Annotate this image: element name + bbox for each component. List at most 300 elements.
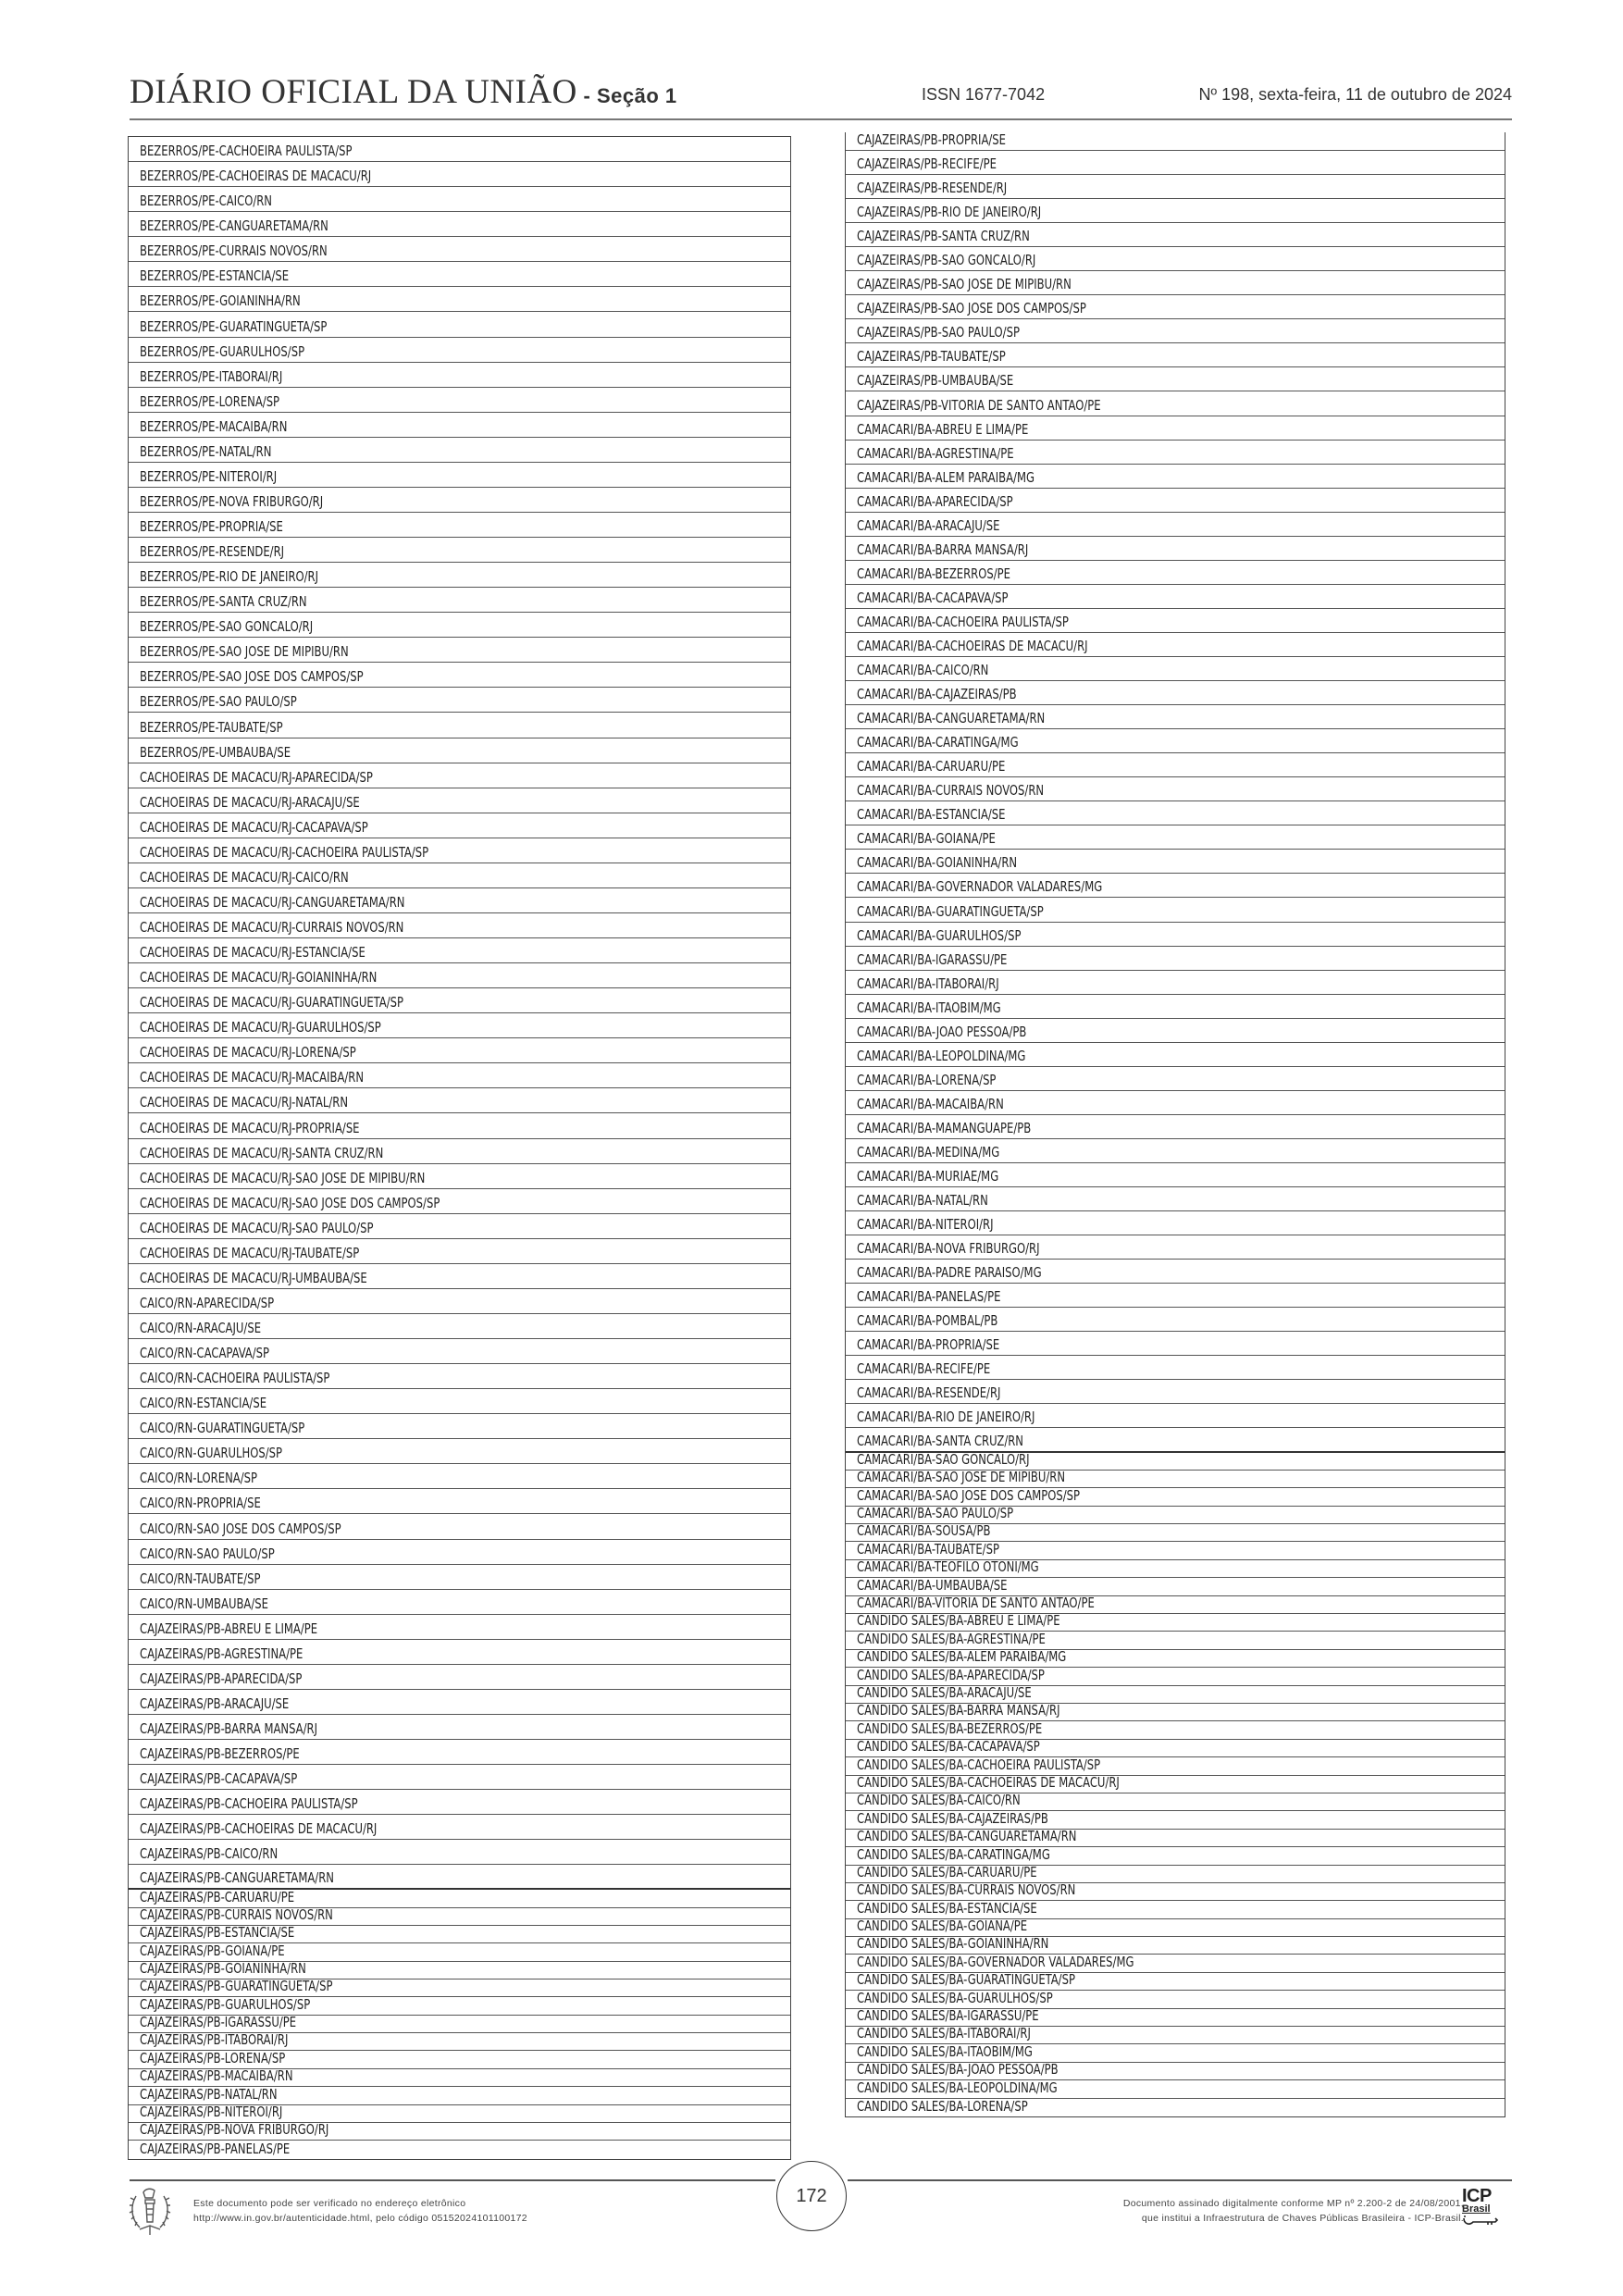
route-text: BEZERROS/PE-UMBAUBA/SE: [140, 743, 291, 761]
table-row: [846, 2080, 1505, 2098]
route-text: CAMACARI/BA-GOVERNADOR VALADARES/MG: [857, 878, 1103, 896]
table-row: [846, 199, 1505, 223]
route-text: CANDIDO SALES/BA-CURRAIS NOVOS/RN: [857, 1882, 1076, 1899]
route-text: BEZERROS/PE-GUARULHOS/SP: [140, 342, 305, 360]
table-row: [846, 1776, 1505, 1793]
table-row: [846, 1991, 1505, 2008]
table-row: [846, 1811, 1505, 1829]
route-text: CANDIDO SALES/BA-GOIANA/PE: [857, 1918, 1028, 1935]
table-row: [846, 416, 1505, 441]
route-text: CACHOEIRAS DE MACACU/RJ-CAICO/RN: [140, 868, 349, 886]
table-row: [846, 537, 1505, 561]
table-row: [129, 588, 790, 613]
route-text: CAMACARI/BA-CURRAIS NOVOS/RN: [857, 782, 1045, 800]
route-text: CAMACARI/BA-GOIANA/PE: [857, 830, 996, 848]
table-row: [846, 1308, 1505, 1332]
table-row: [846, 1866, 1505, 1883]
route-text: CAMACARI/BA-MAMANGUAPE/PB: [857, 1119, 1032, 1136]
table-row: [846, 923, 1505, 947]
table-row: [129, 1489, 790, 1514]
route-text: CAMACARI/BA-CACHOEIRAS DE MACACU/RJ: [857, 637, 1088, 654]
route-text: CAJAZEIRAS/PB-CAICO/RN: [140, 1845, 279, 1863]
route-text: CAJAZEIRAS/PB-ITABORAI/RJ: [140, 2033, 289, 2049]
route-text: BEZERROS/PE-SANTA CRUZ/RN: [140, 593, 307, 611]
route-text: BEZERROS/PE-RESENDE/RJ: [140, 543, 285, 561]
section-label: - Seção 1: [576, 84, 677, 107]
route-text: CAJAZEIRAS/PB-SAO JOSE DOS CAMPOS/SP: [857, 300, 1086, 317]
table-row: [846, 1937, 1505, 1955]
route-text: CAMACARI/BA-SAO GONCALO/RJ: [857, 1452, 1030, 1468]
route-text: CAMACARI/BA-CAJAZEIRAS/PB: [857, 686, 1017, 703]
route-text: CAJAZEIRAS/PB-ABREU E LIMA/PE: [140, 1620, 318, 1637]
table-row: [129, 1962, 790, 1980]
table-row: [129, 488, 790, 513]
table-row: [129, 1565, 790, 1590]
route-text: CACHOEIRAS DE MACACU/RJ-SAO JOSE DE MIPIBU/RN: [140, 1169, 426, 1186]
table-row: [129, 1590, 790, 1615]
table-row: [846, 489, 1505, 513]
route-text: CAMACARI/BA-GUARULHOS/SP: [857, 926, 1022, 944]
table-row: [129, 938, 790, 963]
table-row: [129, 1514, 790, 1539]
digital-signature-notice: [1123, 2196, 1464, 2226]
table-row: [846, 1260, 1505, 1284]
route-text: CAJAZEIRAS/PB-GOIANA/PE: [140, 1943, 285, 1959]
route-text: CAJAZEIRAS/PB-CACHOEIRAS DE MACACU/RJ: [140, 1820, 378, 1838]
table-row: [129, 838, 790, 863]
verification-line-2: http://www.in.gov.br/autenticidade.html, pelo código 05152024101100172: [193, 2213, 527, 2224]
table-row: [846, 513, 1505, 537]
route-text: CAMACARI/BA-JOAO PESSOA/PB: [857, 1023, 1027, 1040]
table-row: [129, 137, 790, 162]
route-text: CAMACARI/BA-CACHOEIRA PAULISTA/SP: [857, 613, 1069, 630]
route-text: BEZERROS/PE-ITABORAI/RJ: [140, 367, 283, 385]
table-row: [129, 162, 790, 187]
route-text: CAJAZEIRAS/PB-RECIFE/PE: [857, 155, 997, 173]
table-row: [129, 1943, 790, 1961]
table-row: [129, 438, 790, 463]
route-text: CAICO/RN-PROPRIA/SE: [140, 1495, 261, 1512]
route-text: CACHOEIRAS DE MACACU/RJ-CACAPAVA/SP: [140, 818, 368, 836]
route-text: CAMACARI/BA-VITORIA DE SANTO ANTAO/PE: [857, 1595, 1095, 1612]
table-row: [129, 1439, 790, 1464]
table-row: [846, 2099, 1505, 2116]
route-text: CACHOEIRAS DE MACACU/RJ-GUARULHOS/SP: [140, 1019, 381, 1036]
route-text: CAJAZEIRAS/PB-PANELAS/PE: [140, 2141, 291, 2157]
table-row: [846, 1560, 1505, 1578]
route-text: CAMACARI/BA-ESTANCIA/SE: [857, 806, 1006, 824]
verification-notice: [193, 2196, 527, 2226]
table-row: [846, 441, 1505, 465]
route-text: CAJAZEIRAS/PB-GUARULHOS/SP: [140, 1997, 311, 2013]
route-text: CANDIDO SALES/BA-ITABORAI/RJ: [857, 2027, 1031, 2042]
republic-seal-icon: [127, 2185, 173, 2237]
table-row: [846, 1740, 1505, 1757]
table-row: [129, 1815, 790, 1840]
table-row: [846, 1919, 1505, 1937]
route-text: BEZERROS/PE-GUARATINGUETA/SP: [140, 317, 328, 335]
route-text: CAMACARI/BA-LORENA/SP: [857, 1071, 997, 1088]
table-row: [846, 1019, 1505, 1043]
route-text: BEZERROS/PE-SAO JOSE DE MIPIBU/RN: [140, 643, 349, 661]
route-text: CAJAZEIRAS/PB-SANTA CRUZ/RN: [857, 228, 1030, 245]
route-text: CANDIDO SALES/BA-BARRA MANSA/RJ: [857, 1704, 1060, 1719]
table-row: [129, 663, 790, 688]
route-text: CAICO/RN-CACHOEIRA PAULISTA/SP: [140, 1370, 330, 1387]
table-row: [846, 319, 1505, 343]
route-text: CANDIDO SALES/BA-GUARULHOS/SP: [857, 1991, 1053, 2006]
route-text: BEZERROS/PE-CURRAIS NOVOS/RN: [140, 242, 328, 260]
left-column-table: [128, 136, 791, 2160]
table-row: [129, 2141, 790, 2158]
route-text: CANDIDO SALES/BA-BEZERROS/PE: [857, 1721, 1043, 1737]
route-text: CACHOEIRAS DE MACACU/RJ-NATAL/RN: [140, 1094, 349, 1111]
route-text: BEZERROS/PE-SAO JOSE DOS CAMPOS/SP: [140, 668, 364, 686]
route-text: CAMACARI/BA-UMBAUBA/SE: [857, 1578, 1008, 1594]
route-text: CAMACARI/BA-NITEROI/RJ: [857, 1216, 994, 1234]
table-row: [129, 1414, 790, 1439]
table-row: [846, 1067, 1505, 1091]
route-text: CANDIDO SALES/BA-APARECIDA/SP: [857, 1668, 1045, 1683]
table-row: [129, 2105, 790, 2123]
issn: ISSN 1677-7042: [922, 85, 1046, 104]
table-row: [846, 609, 1505, 633]
route-text: CAICO/RN-SAO PAULO/SP: [140, 1545, 275, 1562]
route-text: CAJAZEIRAS/PB-ESTANCIA/SE: [140, 1926, 295, 1942]
route-text: CACHOEIRAS DE MACACU/RJ-SAO PAULO/SP: [140, 1219, 374, 1236]
table-row: [846, 465, 1505, 489]
route-text: CACHOEIRAS DE MACACU/RJ-LORENA/SP: [140, 1044, 356, 1061]
table-row: [129, 1765, 790, 1790]
route-text: BEZERROS/PE-CACHOEIRA PAULISTA/SP: [140, 143, 353, 160]
route-text: BEZERROS/PE-NITEROI/RJ: [140, 467, 278, 485]
route-text: CAMACARI/BA-BARRA MANSA/RJ: [857, 540, 1029, 558]
table-row: [129, 1640, 790, 1665]
icp-logo-text: ICP: [1462, 2186, 1492, 2206]
route-text: CACHOEIRAS DE MACACU/RJ-ESTANCIA/SE: [140, 944, 365, 962]
table-row: [129, 1164, 790, 1189]
table-row: [129, 1314, 790, 1339]
route-text: CAJAZEIRAS/PB-GUARATINGUETA/SP: [140, 1980, 333, 1995]
table-row: [846, 391, 1505, 416]
table-row: [846, 1091, 1505, 1115]
route-text: CAMACARI/BA-MACAIBA/RN: [857, 1095, 1004, 1112]
table-row: [846, 1187, 1505, 1211]
route-text: CANDIDO SALES/BA-ITAOBIM/MG: [857, 2044, 1033, 2060]
route-text: CACHOEIRAS DE MACACU/RJ-SANTA CRUZ/RN: [140, 1144, 384, 1161]
table-row: [129, 388, 790, 413]
table-row: [129, 788, 790, 813]
table-row: [846, 271, 1505, 295]
route-text: CANDIDO SALES/BA-LORENA/SP: [857, 2098, 1028, 2115]
table-row: [846, 1471, 1505, 1488]
route-text: CAICO/RN-ARACAJU/SE: [140, 1320, 262, 1336]
table-row: [129, 287, 790, 312]
route-text: CAMACARI/BA-RESENDE/RJ: [857, 1384, 1001, 1402]
table-row: [129, 613, 790, 638]
edition-date: Nº 198, sexta-feira, 11 de outubro de 2024: [1198, 85, 1512, 104]
right-column-table: [845, 132, 1505, 2117]
table-row: [129, 988, 790, 1013]
table-row: [846, 1704, 1505, 1721]
table-row: [846, 2044, 1505, 2062]
table-row: [846, 1380, 1505, 1404]
route-text: CAMACARI/BA-PANELAS/PE: [857, 1288, 1001, 1306]
signature-line-2: que institui a Infraestrutura de Chaves Públicas Brasileira - ICP-Brasil.: [1141, 2213, 1464, 2224]
route-text: CANDIDO SALES/BA-AGRESTINA/PE: [857, 1632, 1046, 1647]
table-row: [846, 801, 1505, 825]
route-text: CANDIDO SALES/BA-GUARATINGUETA/SP: [857, 1972, 1075, 1989]
route-text: BEZERROS/PE-GOIANINHA/RN: [140, 292, 301, 310]
route-text: CACHOEIRAS DE MACACU/RJ-MACAIBA/RN: [140, 1069, 365, 1086]
table-row: [129, 688, 790, 713]
route-text: CANDIDO SALES/BA-CACHOEIRAS DE MACACU/RJ: [857, 1775, 1120, 1791]
table-row: [846, 1043, 1505, 1067]
route-text: CACHOEIRAS DE MACACU/RJ-CANGUARETAMA/RN: [140, 893, 405, 911]
table-row: [129, 1865, 790, 1890]
table-row: [846, 1721, 1505, 1739]
signature-line-1: Documento assinado digitalmente conforme MP nº 2.200-2 de 24/08/2001,: [1122, 2198, 1464, 2209]
route-text: BEZERROS/PE-ESTANCIA/SE: [140, 267, 290, 285]
route-text: CAJAZEIRAS/PB-CACAPAVA/SP: [140, 1770, 298, 1788]
route-text: BEZERROS/PE-MACAIBA/RN: [140, 417, 288, 435]
table-row: [129, 638, 790, 663]
table-row: [846, 1650, 1505, 1668]
table-row: [846, 681, 1505, 705]
route-text: CAMACARI/BA-ABREU E LIMA/PE: [857, 420, 1029, 438]
table-row: [129, 1890, 790, 1907]
route-text: CANDIDO SALES/BA-CAJAZEIRAS/PB: [857, 1811, 1048, 1827]
route-text: CANDIDO SALES/BA-CARUARU/PE: [857, 1865, 1037, 1880]
route-text: BEZERROS/PE-PROPRIA/SE: [140, 518, 283, 535]
route-text: CAJAZEIRAS/PB-RIO DE JANEIRO/RJ: [857, 204, 1042, 221]
route-text: CAJAZEIRAS/PB-GOIANINHA/RN: [140, 1961, 306, 1978]
table-row: [846, 367, 1505, 391]
route-text: CAJAZEIRAS/PB-AGRESTINA/PE: [140, 1644, 304, 1662]
route-text: CAICO/RN-UMBAUBA/SE: [140, 1595, 268, 1612]
route-text: CANDIDO SALES/BA-CAICO/RN: [857, 1793, 1021, 1809]
route-text: CAMACARI/BA-TAUBATE/SP: [857, 1542, 999, 1558]
route-text: CAMACARI/BA-BEZERROS/PE: [857, 565, 1010, 582]
route-text: CAMACARI/BA-AGRESTINA/PE: [857, 444, 1014, 462]
route-text: CAJAZEIRAS/PB-CACHOEIRA PAULISTA/SP: [140, 1795, 358, 1813]
table-row: [129, 363, 790, 388]
route-text: CAMACARI/BA-POMBAL/PB: [857, 1312, 998, 1330]
route-text: CAMACARI/BA-IGARASSU/PE: [857, 950, 1008, 968]
route-text: CAICO/RN-GUARULHOS/SP: [140, 1445, 282, 1462]
route-text: BEZERROS/PE-NATAL/RN: [140, 442, 272, 460]
route-text: CAMACARI/BA-ITAOBIM/MG: [857, 999, 1001, 1016]
route-text: CANDIDO SALES/BA-CACHOEIRA PAULISTA/SP: [857, 1757, 1101, 1773]
table-row: [846, 898, 1505, 922]
route-text: CACHOEIRAS DE MACACU/RJ-GOIANINHA/RN: [140, 969, 378, 987]
table-row: [129, 1665, 790, 1690]
table-row: [129, 1715, 790, 1740]
table-row: [846, 1578, 1505, 1595]
route-text: CAJAZEIRAS/PB-CURRAIS NOVOS/RN: [140, 1907, 333, 1924]
footer-divider-right: [848, 2179, 1512, 2181]
table-row: [846, 729, 1505, 753]
route-text: CAMACARI/BA-ARACAJU/SE: [857, 516, 1000, 534]
table-row: [846, 1632, 1505, 1649]
table-row: [846, 947, 1505, 971]
table-row: [846, 1955, 1505, 1972]
table-row: [846, 1614, 1505, 1632]
route-text: CAMACARI/BA-ITABORAI/RJ: [857, 974, 999, 992]
table-row: [846, 1901, 1505, 1918]
table-row: [846, 1830, 1505, 1847]
page-number-text: 172: [796, 2185, 827, 2206]
table-row: [846, 1139, 1505, 1163]
route-text: CAICO/RN-GUARATINGUETA/SP: [140, 1420, 305, 1437]
route-text: CAJAZEIRAS/PB-APARECIDA/SP: [140, 1669, 303, 1687]
route-text: CANDIDO SALES/BA-GOVERNADOR VALADARES/MG: [857, 1955, 1134, 1970]
table-row: [846, 874, 1505, 898]
table-row: [846, 633, 1505, 657]
table-row: [846, 1453, 1505, 1471]
table-row: [129, 1740, 790, 1765]
table-row: [129, 1464, 790, 1489]
table-row: [129, 813, 790, 838]
route-text: CANDIDO SALES/BA-ALEM PARAIBA/MG: [857, 1649, 1067, 1666]
route-text: CAJAZEIRAS/PB-TAUBATE/SP: [857, 348, 1006, 366]
route-text: CAICO/RN-LORENA/SP: [140, 1470, 257, 1487]
icp-brasil-logo: [1462, 2188, 1508, 2236]
table-row: [846, 1163, 1505, 1187]
table-row: [129, 1088, 790, 1113]
route-text: CAICO/RN-SAO JOSE DOS CAMPOS/SP: [140, 1520, 341, 1537]
table-row: [846, 1507, 1505, 1524]
route-text: CAICO/RN-CACAPAVA/SP: [140, 1345, 270, 1362]
route-text: CAMACARI/BA-PROPRIA/SE: [857, 1336, 1000, 1354]
route-text: CAMACARI/BA-SAO PAULO/SP: [857, 1506, 1014, 1522]
table-row: [846, 1883, 1505, 1901]
table-row: [846, 1757, 1505, 1775]
table-row: [846, 1235, 1505, 1260]
route-text: CAJAZEIRAS/PB-RESENDE/RJ: [857, 180, 1008, 197]
route-text: CAJAZEIRAS/PB-SAO JOSE DE MIPIBU/RN: [857, 276, 1072, 293]
route-text: BEZERROS/PE-CANGUARETAMA/RN: [140, 217, 328, 235]
route-text: CAJAZEIRAS/PB-ARACAJU/SE: [140, 1694, 290, 1712]
table-row: [846, 1973, 1505, 1991]
table-row: [129, 312, 790, 337]
route-text: CAMACARI/BA-CACAPAVA/SP: [857, 589, 1009, 606]
table-row: [129, 863, 790, 888]
icp-logo-subtext: Brasil: [1462, 2203, 1491, 2215]
route-text: CAJAZEIRAS/PB-NATAL/RN: [140, 2087, 278, 2103]
route-text: CAMACARI/BA-SAO JOSE DOS CAMPOS/SP: [857, 1488, 1081, 1504]
route-text: CAJAZEIRAS/PB-UMBAUBA/SE: [857, 372, 1014, 390]
route-text: CANDIDO SALES/BA-CANGUARETAMA/RN: [857, 1829, 1077, 1845]
route-text: BEZERROS/PE-TAUBATE/SP: [140, 718, 283, 736]
route-text: BEZERROS/PE-RIO DE JANEIRO/RJ: [140, 568, 319, 586]
table-row: [129, 1038, 790, 1063]
route-text: BEZERROS/PE-CACHOEIRAS DE MACACU/RJ: [140, 168, 372, 185]
route-text: CAJAZEIRAS/PB-MACAIBA/RN: [140, 2068, 293, 2085]
route-text: CACHOEIRAS DE MACACU/RJ-TAUBATE/SP: [140, 1244, 360, 1261]
table-row: [129, 888, 790, 913]
route-text: CAMACARI/BA-NOVA FRIBURGO/RJ: [857, 1240, 1040, 1258]
table-row: [129, 2016, 790, 2033]
table-row: [129, 913, 790, 938]
route-text: BEZERROS/PE-SAO PAULO/SP: [140, 693, 297, 711]
route-text: CANDIDO SALES/BA-CACAPAVA/SP: [857, 1739, 1040, 1756]
table-row: [129, 262, 790, 287]
table-row: [129, 513, 790, 538]
route-text: CAMACARI/BA-MURIAE/MG: [857, 1168, 999, 1185]
table-row: [129, 1013, 790, 1038]
journal-title: [130, 72, 677, 112]
table-row: [129, 1239, 790, 1264]
table-row: [846, 1668, 1505, 1685]
table-row: [129, 338, 790, 363]
table-row: [129, 1113, 790, 1138]
table-row: [129, 1615, 790, 1640]
table-row: [129, 1690, 790, 1715]
route-text: CANDIDO SALES/BA-IGARASSU/PE: [857, 2008, 1039, 2025]
route-text: CAMACARI/BA-MEDINA/MG: [857, 1143, 1000, 1160]
table-row: [846, 1847, 1505, 1865]
table-row: [846, 561, 1505, 585]
route-text: CAMACARI/BA-GUARATINGUETA/SP: [857, 902, 1044, 920]
route-text: BEZERROS/PE-SAO GONCALO/RJ: [140, 618, 314, 636]
table-row: [846, 1542, 1505, 1559]
route-text: CAJAZEIRAS/PB-PROPRIA/SE: [857, 132, 1007, 148]
table-row: [129, 1540, 790, 1565]
table-row: [846, 1488, 1505, 1506]
table-row: [846, 1211, 1505, 1235]
route-text: CAICO/RN-ESTANCIA/SE: [140, 1395, 267, 1412]
route-text: CAMACARI/BA-SAO JOSE DE MIPIBU/RN: [857, 1470, 1066, 1486]
route-text: CAMACARI/BA-RECIFE/PE: [857, 1360, 991, 1378]
route-text: CAJAZEIRAS/PB-BEZERROS/PE: [140, 1745, 300, 1763]
table-row: [846, 1404, 1505, 1428]
table-row: [846, 247, 1505, 271]
header-divider: [130, 118, 1512, 120]
table-row: [846, 1428, 1505, 1452]
table-row: [846, 705, 1505, 729]
route-text: CANDIDO SALES/BA-ARACAJU/SE: [857, 1685, 1032, 1701]
page-header: [130, 72, 1512, 118]
table-row: [846, 585, 1505, 609]
table-row: [129, 1214, 790, 1239]
table-row: [129, 1926, 790, 1943]
table-row: [846, 1332, 1505, 1356]
route-text: CAMACARI/BA-ALEM PARAIBA/MG: [857, 468, 1035, 486]
route-text: CAMACARI/BA-CAICO/RN: [857, 662, 989, 679]
route-text: CAJAZEIRAS/PB-SAO PAULO/SP: [857, 324, 1020, 341]
table-row: [129, 713, 790, 738]
table-row: [129, 1364, 790, 1389]
verification-line-1: Este documento pode ser verificado no endereço eletrônico: [193, 2198, 466, 2209]
route-text: CANDIDO SALES/BA-CARATINGA/MG: [857, 1847, 1050, 1863]
table-row: [846, 1596, 1505, 1614]
table-row: [129, 1840, 790, 1865]
table-row: [846, 657, 1505, 681]
route-text: CAJAZEIRAS/PB-SAO GONCALO/RJ: [857, 252, 1036, 269]
journal-name: DIÁRIO OFICIAL DA UNIÃO: [130, 73, 577, 111]
route-text: CAMACARI/BA-GOIANINHA/RN: [857, 854, 1018, 872]
table-row: [129, 1063, 790, 1088]
table-row: [846, 777, 1505, 801]
table-row: [846, 1686, 1505, 1704]
table-row: [129, 1339, 790, 1364]
table-row: [846, 223, 1505, 247]
table-row: [129, 1389, 790, 1414]
table-row: [846, 2009, 1505, 2027]
route-text: CANDIDO SALES/BA-GOIANINHA/RN: [857, 1937, 1049, 1953]
table-row: [129, 2123, 790, 2141]
